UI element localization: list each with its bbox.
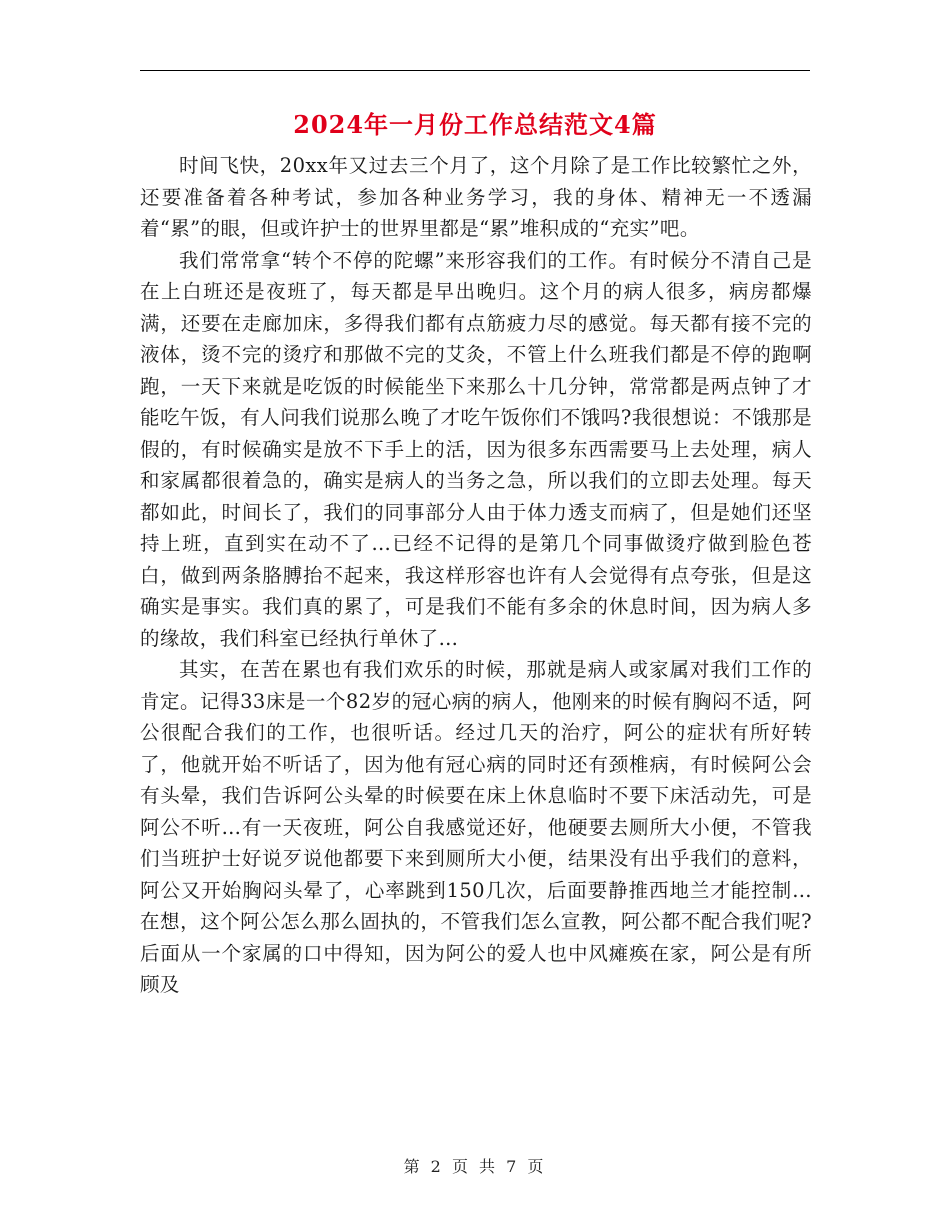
page-footer: 第 2 页 共 7 页 (403, 1157, 547, 1176)
paragraph-1: 时间飞快，20xx年又过去三个月了，这个月除了是工作比较繁忙之外，还要准备着各种考试，参加各种业务学习，我的身体、精神无一不透漏着“累”的眼，但或许护士的世界里都是“累”堆积成的“充实”吧。 (140, 154, 812, 240)
document-body (140, 150, 812, 1001)
paragraph-3: 其实，在苦在累也有我们欢乐的时候，那就是病人或家属对我们工作的肯定。记得33床是一个82岁的冠心病的病人，他刚来的时候有胸闷不适，阿公很配合我们的工作，也很听话。经过几天的治疗，阿公的症状有所好转了，他就开始不听话了，因为他有冠心病的同时还有颈椎病，有时候阿公会有头晕，我们告诉阿公头晕的时候要在床上休息临时不要下床活动先，可是阿公不听…有一天夜班，阿公自我感觉还好，他硬要去厕所大小便，不管我们当班护士好说歹说他都要下来到厕所大小便，结果没有出乎我们的意料，阿公又开始胸闷头晕了，心率跳到150几次，后面要静推西地兰才能控制…在想，这个阿公怎么那么固执的，不管我们怎么宣教，阿公都不配合我们呢?后面从一个家属的口中得知，因为阿公的爱人也中风瘫痪在家，阿公是有所顾及 (140, 658, 812, 996)
paragraph-2: 我们常常拿“转个不停的陀螺”来形容我们的工作。有时候分不清自己是在上白班还是夜班了，每天都是早出晚归。这个月的病人很多，病房都爆满，还要在走廊加床，多得我们都有点筋疲力尽的感觉。每天都有接不完的液体，烫不完的烫疗和那做不完的艾灸，不管上什么班我们都是不停的跑啊跑，一天下来就是吃饭的时候能坐下来那么十几分钟，常常都是两点钟了才能吃午饭，有人问我们说那么晚了才吃午饭你们不饿吗?我很想说：不饿那是假的，有时候确实是放不下手上的活，因为很多东西需要马上去处理，病人和家属都很着急的，确实是病人的当务之急，所以我们的立即去处理。每天都如此，时间长了，我们的同事部分人由于体力透支而病了，但是她们还坚持上班，直到实在动不了…已经不记得的是第几个同事做烫疗做到脸色苍白，做到两条胳膊抬不起来，我这样形容也许有人会觉得有点夸张，但是这确实是事实。我们真的累了，可是我们不能有多余的休息时间，因为病人多的缘故，我们科室已经执行单休了… (140, 248, 812, 650)
header-rule (140, 70, 810, 71)
document-title: 2024年一月份工作总结范文4篇 (293, 110, 657, 139)
